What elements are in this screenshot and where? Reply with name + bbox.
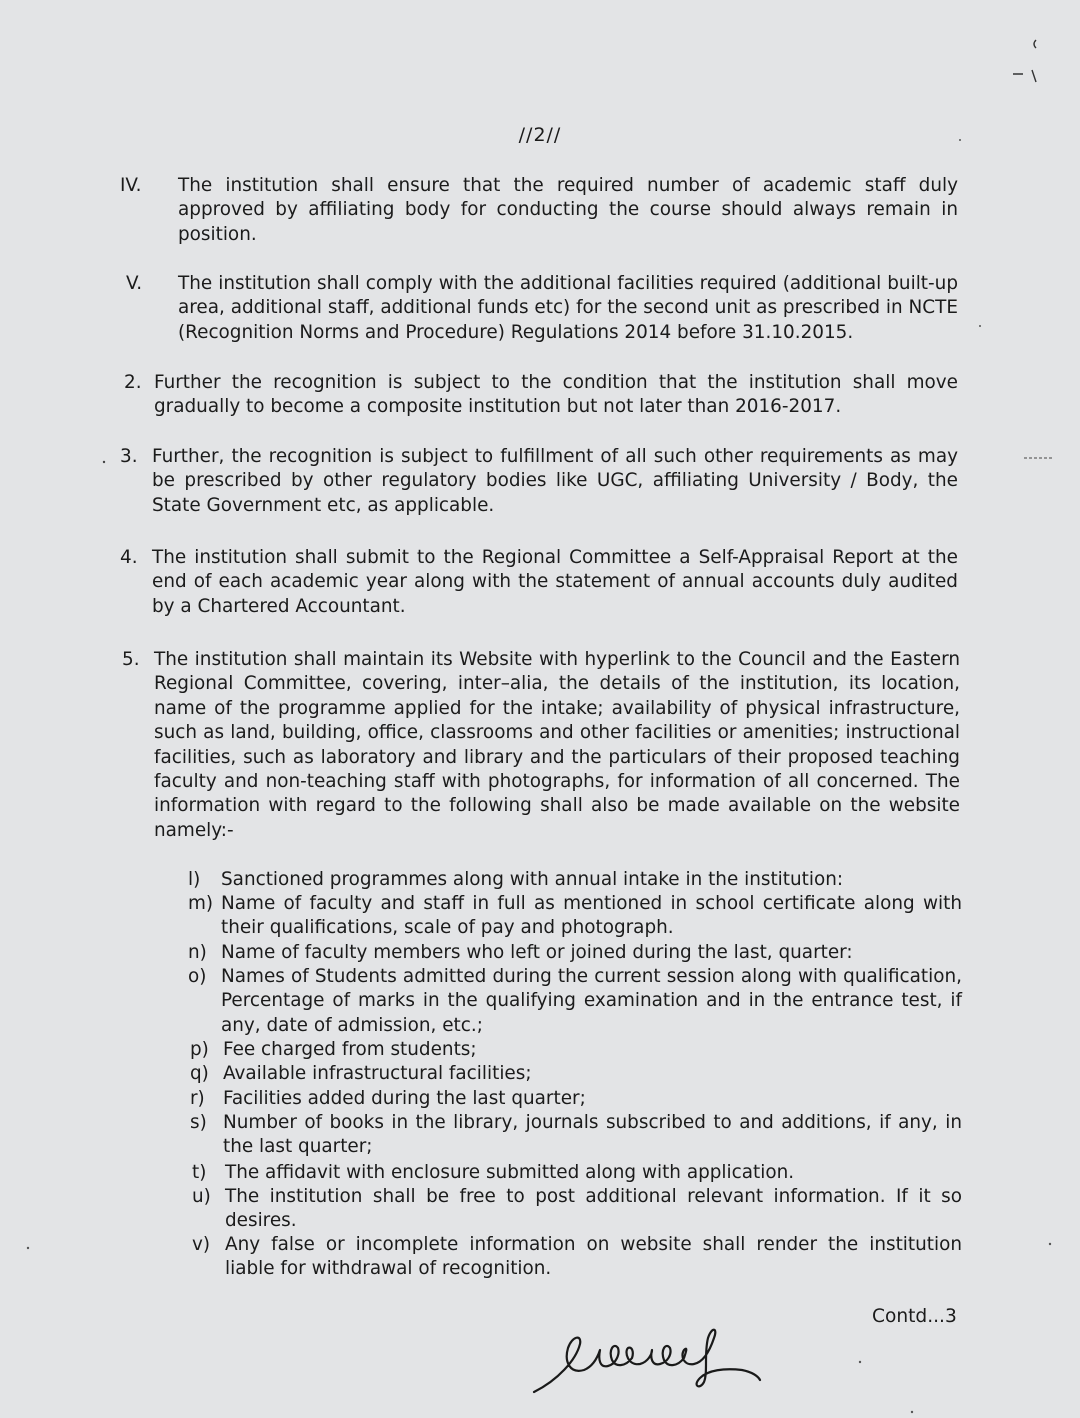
list-item-label: t)	[192, 1162, 207, 1183]
list-item-label: q)	[190, 1063, 209, 1084]
handwritten-signature	[528, 1320, 768, 1400]
continued-note: Contd...3	[872, 1306, 957, 1327]
item-label: 3.	[120, 446, 138, 467]
list-item-text: The institution shall be free to post additional relevant information. If it so desires.	[225, 1186, 962, 1232]
list-item-label: o)	[188, 966, 207, 987]
list-item-label: m)	[188, 893, 214, 914]
item-text: The institution shall submit to the Regional Committee a Self-Appraisal Report at the end of each academic year along with the statement of annual accounts duly audited by a Chartered Accountant.	[152, 547, 958, 617]
list-item-text: Names of Students admitted during the current session along with qualification, Percentage of marks in the qualifying examination and in the entrance test, if any, date of admission, etc.;	[221, 966, 962, 1036]
page-number: //2//	[518, 124, 562, 146]
list-item	[188, 892, 962, 941]
list-item	[188, 868, 962, 892]
item-text: The institution shall ensure that the required number of academic staff duly approved by affiliating body for conducting the course should always remain in position.	[178, 175, 958, 245]
list-item	[190, 1087, 962, 1111]
list-item-text: Available infrastructural facilities;	[223, 1063, 532, 1084]
list-item-text: Sanctioned programmes along with annual intake in the institution:	[221, 869, 844, 890]
list-item	[190, 1038, 962, 1062]
list-item-text: Any false or incomplete information on website shall render the institution liable for withdrawal of recognition.	[225, 1234, 962, 1280]
list-item-text: Name of faculty and staff in full as mentioned in school certificate along with their qualifications, scale of pay and photograph.	[221, 893, 962, 939]
item-label: 2.	[124, 372, 142, 393]
list-item-label: u)	[192, 1186, 211, 1207]
list-item-text: Facilities added during the last quarter;	[223, 1088, 586, 1109]
list-item-label: n)	[188, 942, 207, 963]
item-label: 4.	[120, 547, 138, 568]
item-label: 5.	[122, 649, 140, 670]
list-item-label: r)	[190, 1088, 205, 1109]
item-text: Further the recognition is subject to the condition that the institution shall move gradually to become a composite institution but not later than 2016-2017.	[154, 372, 958, 418]
list-item	[192, 1185, 962, 1234]
list-item	[190, 1062, 962, 1086]
item-text: Further, the recognition is subject to fulfillment of all such other requirements as may be prescribed by other regulatory bodies like UGC, affiliating University / Body, the State Government etc, as applicable.	[152, 446, 958, 516]
list-item-text: Number of books in the library, journals subscribed to and additions, if any, in the last quarter;	[223, 1112, 962, 1158]
list-item	[188, 941, 962, 965]
item-label: IV.	[120, 175, 142, 196]
list-item-text: The affidavit with enclosure submitted along with application.	[225, 1162, 795, 1183]
list-item	[190, 1111, 962, 1160]
list-item-label: p)	[190, 1039, 209, 1060]
list-item-label: l)	[188, 869, 201, 890]
list-item	[192, 1233, 962, 1282]
item-label: V.	[126, 273, 143, 294]
list-item-label: s)	[190, 1112, 207, 1133]
list-item	[188, 965, 962, 1038]
list-item-text: Fee charged from students;	[223, 1039, 477, 1060]
list-item-label: v)	[192, 1234, 211, 1255]
item-text: The institution shall comply with the additional facilities required (additional built-up area, additional staff, additional funds etc) for the second unit as prescribed in NCTE (Recognition Norms and Procedure) Regulations 2014 before 31.10.2015.	[178, 273, 958, 343]
list-item-text: Name of faculty members who left or joined during the last, quarter:	[221, 942, 853, 963]
item-text: The institution shall maintain its Website with hyperlink to the Council and the Eastern Regional Committee, covering, inter–alia, the details of the institution, its location, name of the programme applied for the intake; availability of physical infrastructure, such as land, building, office, classrooms and other facilities or amenities; instructional facilities, such as laboratory and library and the particulars of their proposed teaching faculty and non-teaching staff with photographs, for information of all concerned. The information with regard to the following shall also be made available on the website namely:-	[154, 649, 960, 841]
list-item	[192, 1161, 962, 1185]
